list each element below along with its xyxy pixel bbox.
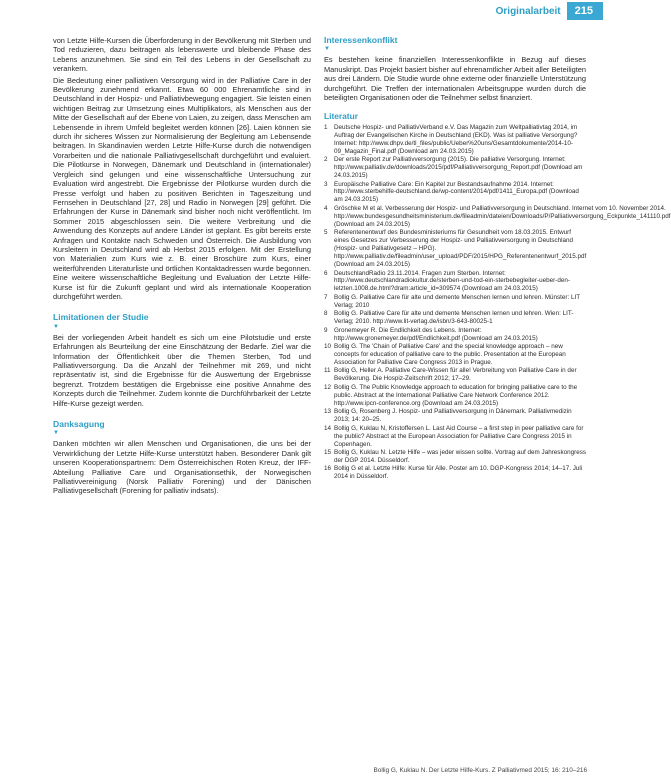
reference-number: 14 (324, 424, 332, 432)
reference-text: Bollig G. Palliative Care für alte und demente Menschen lernen und lehren. Wien: LIT-Verlag; 2010. http://www.lit-verlag.de/isbn/3-643-80025-1 (334, 310, 574, 326)
reference-item (324, 294, 586, 310)
reference-text: Bollig G, Rosenberg J. Hospiz- und Palliativversorgung in Dänemark. Palliativmedizin 2013; 14: 20–25. (334, 408, 572, 424)
reference-text: Bollig G, Heller A. Palliative Care-Wissen für alle! Verbreitung von Palliative Care in der Bevölkerung. Die Hospiz-Zeitschrift 2012; 17–29. (334, 367, 577, 383)
page-header (496, 2, 603, 20)
reference-number: 10 (324, 343, 332, 351)
reference-item (324, 327, 586, 343)
page-number: 215 (567, 2, 603, 20)
reference-item (324, 465, 586, 481)
reference-number: 2 (324, 156, 328, 164)
reference-text: Gronemeyer R. Die Endlichkeit des Lebens. Internet: http://www.gronemeyer.de/pdf/Endlichkeit.pdf (Download am 24.03.2015) (334, 326, 538, 342)
reference-text: Gröschke M et al. Verbesserung der Hospiz- und Palliativversorgung in Deutschland. Internet vom 10. November 2014. http://www.bundesgesundheitsministerium.de/fileadmin/dateien/Downloads/P/Palliativversorgung_Eckpunkte_141110.pdf (Download am 24.03.2015) (334, 204, 671, 228)
intro-paragraph-2: Die Bedeutung einer palliativen Versorgung wird in der Palliative Care in der Bevölkerung zunehmend erkannt. Etwa 60 000 Ehrenamtliche sind in Deutschland in der Hospiz- und Palliativbewegung engagiert. Sie leisten einen wichtigen Beitrag zur Umsetzung eines Multiplikators, als Menschen aus der Mitte der Gesellschaft auf der Ebene von Laien, zu zeigen, dass Menschen am Lebensende in ihrem Umfeld begleitet werden können [26]. Laien können sie durch ihr sicheres Wissen zur Normalisierung der Begleitung am Lebensende beitragen. In Skandinavien werden Letzte Hilfe-Kurse durch die notwendigen Vorarbeiten und die nationale Palliativgesellschaft durchgeführt und evaluiert. Die Pilotkurse in Norwegen, Dänemark und Deutschland in (internationaler) Vergleich sind gelungen und eine wissenschaftliche Untersuchung zur Evaluation wird angestrebt. Die Ergebnisse der Pilotkurse wurden durch die Presse verfolgt und haben zu positiven Berichten in Tageszeitung und Fernsehen in Deutschland [27, 28] und Radio in Norwegen [29] geführt. Die Erfahrungen der Kurse in Dänemark sind bisher noch nicht veröffentlicht. Im Sommer 2015 abgeschlossen sein. Die weitere Verbreitung und die Anwendung des Konzepts auf andere Länder ist geplant. Es gibt bereits erste Anfragen und Kontakte nach Schweden und Österreich. Die Ausbildung von Kursleitern in Deutschland wird ab Herbst 2015 erfolgen. Mit der Erstellung von Materialien zum Kurs wie z. B. einer Broschüre zum Kurs, einer weiterführenden Literaturliste und örtlichen Kontaktadressen wurde begonnen. Eine weitere wissenschaftliche Begleitung und Evaluation der Letzte Hilfe-Kurse ist für die Zukunft geplant und wird als internationale Kooperation durchgeführt werden. (53, 75, 311, 301)
reference-item (324, 425, 586, 449)
reference-number: 8 (324, 310, 328, 318)
footer-citation: Bollig G, Kuklau N. Der Letzte Hilfe-Kurs. Z Palliativmed 2015; 16: 210–216 (373, 767, 587, 774)
chevron-down-icon: ▼ (324, 46, 330, 53)
reference-number: 3 (324, 180, 328, 188)
reference-text: Referentenentwurf des Bundesministeriums für Gesundheit vom 18.03.2015. Entwurf eines Gesetzes zur Verbesserung der Hospiz- und Palliativversorgung in Deutschland (Hospiz- und Palliativgesetz – HPG). http://www.palliativ.de/fileadmin/user_upload/PDF/2015/HPG_Referentenentwurf_2015.pdf (Download am 24.03.2015) (334, 229, 587, 269)
thanks-text: Danken möchten wir allen Menschen und Organisationen, die uns bei der Verwirklichung der Letzte Hilfe-Kurse unterstützt haben. Besonderer Dank gilt unseren Kooperationspartnern: Dem Österreichischen Roten Kreuz, der IFF-Abteilung Palliative Care und Organisationsethik, der Norwegischen Palliativvereinigung (Norsk Palliativ Forening) und der Dänischen Palliativgesellschaft (Forening for palliativ indsats). (53, 439, 311, 496)
limitations-text: Bei der vorliegenden Arbeit handelt es sich um eine Pilotstudie und erste Erfahrungen als Beurteilung der eine Einschätzung der Bedarfe. Ziel war die Information der Öffentlichkeit über die Themen Sterben, Tod und Palliativversorgung. Da die Anzahl der Teilnehmer mit 269, und nicht repräsentativ ist, sind die Ergebnisse für die Auswertung der Ergebnisse begrenzt. Trotzdem bestätigen die Ergebnisse eine positive Annahme des Konzepts durch die Teilnehmer. Zudem konnte die Durchführbarkeit der Letzte Hilfe-Kurse gezeigt werden. (53, 332, 311, 408)
intro-paragraph-1: von Letzte Hilfe-Kursen die Überforderung in der Bevölkerung mit Sterben und Tod reduzieren, dazu beitragen als lebenswerte und bleibende Phase des Lebens anzunehmen. Sie sind ein Teil des Lebens in der Gesellschaft zu verankern. (53, 36, 311, 74)
reference-item (324, 384, 586, 408)
reference-text: Der erste Report zur Palliativversorgung (2015). Die palliative Versorgung. Internet: http://www.palliativ.de/downloads/2015/pdf/Palliativversorgung_Report.pdf (Download am 24.03.2015) (334, 156, 583, 180)
reference-text: Deutsche Hospiz- und PalliativVerband e.V. Das Magazin zum Weltpalliativtag 2014, im Auftrag der Evangelischen Kirche in Deutschland (EKD). Was ist palliative Versorgung? Internet: http://www.dhpv.de/tl_files/public/Ueber%20uns/Gesamtdokumente/2014-10-09_Magazin_Final.pdf (Download am 24.03.2015) (334, 123, 578, 155)
reference-list (324, 123, 671, 481)
reference-text: Bollig G. The Public Knowledge approach to education for bringing palliative care to the public. Abstract at the International Palliative Care Network Conference 2012. http://www.ipcn-conference.org (Download am 24.03.2015) (334, 383, 578, 407)
left-column (53, 36, 311, 496)
reference-text: DeutschlandRadio 23.11.2014. Fragen zum Sterben. Internet: http://www.deutschlandradiokultur.de/sterben-und-tod-ein-sterbebegleiter-ueber-den-letzten.1008.de.html?dram:article_id=309574 (Download am 24.03.2015) (334, 269, 570, 293)
reference-number: 4 (324, 204, 328, 212)
reference-item (324, 270, 586, 294)
thanks-heading: Danksagung (53, 419, 105, 430)
reference-number: 13 (324, 408, 332, 416)
reference-text: Bollig G, Kuklau N. Letzte Hilfe – was jeder wissen sollte. Vortrag auf dem Jahreskongress der DGP 2014. Düsseldorf. (334, 448, 586, 464)
right-column (324, 35, 671, 482)
chevron-down-icon: ▼ (53, 323, 59, 330)
reference-number: 12 (324, 383, 332, 391)
reference-item (324, 408, 586, 424)
reference-number: 11 (324, 367, 331, 375)
reference-number: 16 (324, 465, 332, 473)
reference-text: Bollig G et al. Letzte Hilfe: Kurse für Alle. Poster am 10. DGP-Kongress 2014; 14–17. Juli 2014 in Düsseldorf. (334, 465, 583, 481)
reference-item (324, 367, 586, 383)
reference-text: Bollig G. Palliative Care für alte und demente Menschen lernen und lehren. Münster: LIT Verlag; 2010 (334, 293, 580, 309)
section-label: Originalarbeit (495, 5, 561, 17)
literature-heading: Literatur (324, 111, 358, 122)
reference-item (324, 181, 586, 205)
reference-number: 9 (324, 326, 328, 334)
conflict-text: Es bestehen keine finanziellen Interessenkonflikte in Bezug auf dieses Manuskript. Das Projekt basiert bisher auf ehrenamtlicher Arbeit aller Beteiligten aus drei Ländern. Die Studie wurde ohne externe oder finanzielle Unterstützung durchgeführt. Die Treffen der internationalen Arbeitsgruppe wurden durch die beteiligten Organisationen oder die Teilnehmer selbst finanziert. (324, 55, 586, 103)
reference-number: 5 (324, 229, 328, 237)
reference-number: 1 (324, 123, 328, 131)
reference-number: 15 (324, 448, 332, 456)
reference-item (324, 449, 586, 465)
reference-text: Bollig G, Kuklau N, Kristoffersen L. Last Aid Course – a first step in peer palliative care for the public? Abstract at the European Association for Palliative Care Congress 2015 in Copenhagen. (334, 424, 584, 448)
reference-number: 7 (324, 293, 328, 301)
reference-item (324, 156, 586, 180)
reference-number: 6 (324, 269, 328, 277)
limitations-heading: Limitationen der Studie (53, 312, 149, 323)
reference-text: Bollig G. The 'Chain of Palliative Care' and the special knowledge approach – new concepts for education of palliative care to the public. Presentation at the European Association for Palliative Care Congress 2013 in Prague. (334, 343, 566, 366)
reference-item (324, 343, 586, 367)
chevron-down-icon: ▼ (53, 430, 59, 437)
conflict-heading: Interessenkonflikt (324, 35, 398, 45)
reference-item (324, 310, 586, 326)
reference-item (324, 204, 671, 229)
reference-text: Europäische Palliative Care: Ein Kapitel zur Bestandsaufnahme 2014. Internet: http://www.sterbehilfe-deutschland.de/wp-content/2014/pdf/1411_Europa.pdf (Download am 24.03.2015) (334, 180, 579, 204)
reference-item (324, 229, 586, 269)
reference-item (324, 124, 586, 156)
